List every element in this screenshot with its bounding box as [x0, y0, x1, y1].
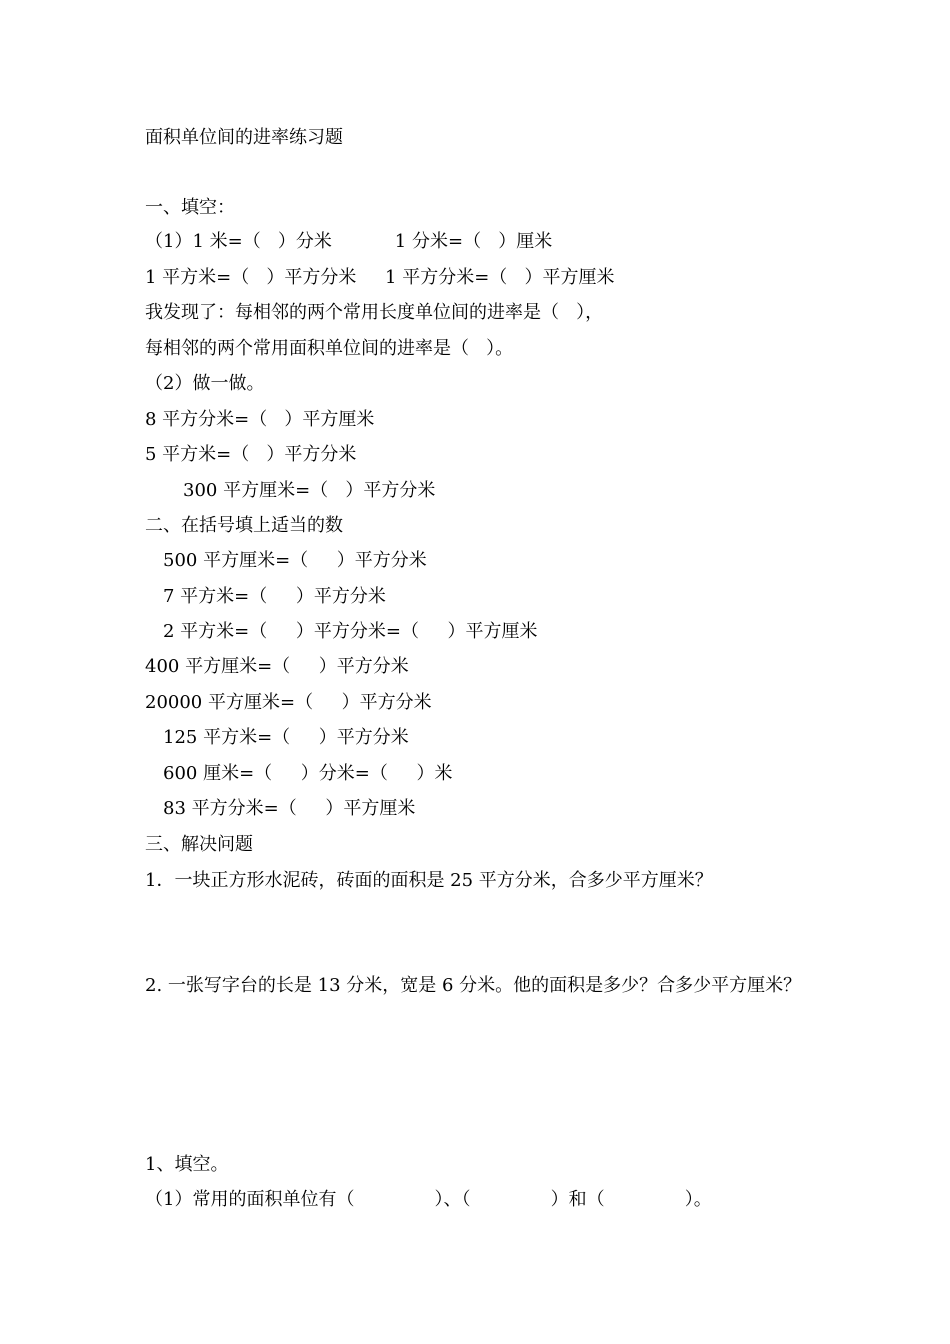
word-problem-2: 2. 一张写字台的长是 13 分米，宽是 6 分米。他的面积是多少？合多少平方厘米？ — [145, 975, 802, 996]
area-units-question: （1）常用的面积单位有（ ）、（ ）和（ ）。 — [145, 1189, 712, 1210]
conversion-item: 7 平方米=（ ）平方分米 — [163, 586, 386, 607]
fill-question-1-line-1: （1）1 米=（ ）分米 1 分米=（ ）厘米 — [145, 231, 553, 252]
conversion-item: 400 平方厘米=（ ）平方分米 — [145, 656, 409, 677]
conversion-item: 500 平方厘米=（ ）平方分米 — [163, 550, 427, 571]
section1-heading: 一、填空： — [145, 197, 235, 218]
section3-heading: 三、解决问题 — [145, 834, 253, 855]
discovery-line-2: 每相邻的两个常用面积单位间的进率是（ ）。 — [145, 338, 514, 359]
fill-question-1-line-2: 1 平方米=（ ）平方分米 1 平方分米=（ ）平方厘米 — [145, 267, 615, 288]
practice-heading: （2）做一做。 — [145, 373, 265, 394]
conversion-item: 83 平方分米=（ ）平方厘米 — [163, 798, 416, 819]
practice-item: 8 平方分米=（ ）平方厘米 — [145, 409, 375, 430]
document-title: 面积单位间的进率练习题 — [145, 127, 343, 148]
section2-heading: 二、在括号填上适当的数 — [145, 515, 343, 536]
conversion-item: 125 平方米=（ ）平方分米 — [163, 727, 409, 748]
conversion-item: 20000 平方厘米=（ ）平方分米 — [145, 692, 432, 713]
practice-item: 300 平方厘米=（ ）平方分米 — [183, 480, 436, 501]
conversion-item: 2 平方米=（ ）平方分米=（ ）平方厘米 — [163, 621, 538, 642]
word-problem-1: 1．一块正方形水泥砖，砖面的面积是 25 平方分米，合多少平方厘米？ — [145, 870, 713, 891]
conversion-item: 600 厘米=（ ）分米=（ ）米 — [163, 763, 453, 784]
discovery-line-1: 我发现了：每相邻的两个常用长度单位间的进率是（ ）， — [145, 302, 604, 323]
section4-heading: 1、填空。 — [145, 1154, 229, 1175]
practice-item: 5 平方米=（ ）平方分米 — [145, 444, 357, 465]
